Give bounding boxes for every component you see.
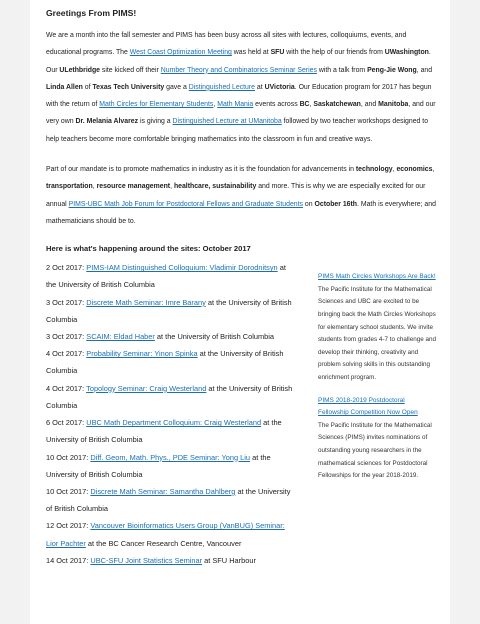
event-item xyxy=(46,483,298,517)
math-circles-workshops-link[interactable]: PIMS Math Circles Workshops Are Back! xyxy=(318,273,436,281)
event-link[interactable]: Discrete Math Seminar: Samantha Dahlberg xyxy=(90,486,236,496)
mandate-text: . Math is everywhere; and mathematicians should be to. xyxy=(46,200,436,225)
event-item xyxy=(46,345,298,379)
sidebar-news-item xyxy=(318,395,436,483)
event-link[interactable]: Topology Seminar: Craig Westerland xyxy=(86,383,207,393)
number-theory-seminar-link[interactable]: Number Theory and Combinatorics Seminar Series xyxy=(160,66,317,74)
event-link[interactable]: UBC Math Department Colloquium: Craig Westerland xyxy=(86,418,262,428)
intro-text: . Our xyxy=(46,49,431,74)
event-link[interactable]: PIMS-IAM Distinguished Colloquium: Vladimir Dorodnitsyn xyxy=(86,263,278,273)
distinguished-lecture-umanitoba-link[interactable]: Distinguished Lecture at UManitoba xyxy=(172,118,282,126)
sidebar-news-item xyxy=(318,271,436,384)
intro-text: of xyxy=(82,83,93,91)
intro-bold: Linda Allen xyxy=(46,83,83,91)
event-link[interactable]: Vancouver Bioinformatics Users Group (VanBUG) Seminar: Lior Pachter xyxy=(46,521,285,548)
event-item xyxy=(46,517,298,551)
intro-text: . Our Education program for 2017 has begun with the return of xyxy=(46,83,432,109)
event-location: at the University of British Columbia xyxy=(46,383,293,410)
mandate-text: Part of our mandate is to promote mathematics in industry as it is the foundation for advancements in xyxy=(46,166,356,174)
event-location: at SFU Harbour xyxy=(202,555,256,565)
events-heading: Here is what's happening around the sites: October 2017 xyxy=(46,244,251,254)
mandate-bold: resource management xyxy=(96,183,171,191)
mandate-text: and more. This is why we are especially excited for our annual xyxy=(46,183,426,208)
math-job-forum-link[interactable]: PIMS-UBC Math Job Forum for Postdoctoral Fellows and Graduate Students xyxy=(68,200,303,208)
mandate-paragraph xyxy=(46,161,436,230)
intro-bold: BC xyxy=(299,101,310,109)
event-location: at the University of British Columbia xyxy=(46,486,291,514)
mandate-text: , xyxy=(392,166,397,174)
event-date: 2 Oct 2017: xyxy=(46,263,87,273)
event-location: at the University of British Columbia xyxy=(46,263,286,290)
intro-text: , and xyxy=(416,66,433,74)
event-date: 10 Oct 2017: xyxy=(46,452,91,462)
sidebar-news xyxy=(318,271,436,569)
intro-bold: Texas Tech University xyxy=(92,83,165,91)
intro-text: , xyxy=(213,101,218,109)
event-location: at the University of British Columbia xyxy=(46,452,271,479)
mandate-bold: healthcare, sustainability xyxy=(173,183,257,191)
intro-text: gave a xyxy=(164,83,189,91)
event-location: at the University of British Columbia xyxy=(46,349,284,376)
event-date: 3 Oct 2017: xyxy=(46,297,87,307)
event-item xyxy=(46,414,298,448)
west-coast-optimization-link[interactable]: West Coast Optimization Meeting xyxy=(129,49,232,57)
event-item xyxy=(46,259,298,293)
event-link[interactable]: Probability Seminar: Yinon Spinka xyxy=(86,349,198,359)
intro-text: with the help of our friends from xyxy=(284,49,385,57)
event-link[interactable]: Diff. Geom, Math. Phys., PDE Seminar: Yong Liu xyxy=(90,452,251,462)
event-date: 4 Oct 2017: xyxy=(46,349,87,359)
event-item xyxy=(46,380,298,414)
intro-bold: SFU xyxy=(270,49,285,57)
intro-text: followed by two teacher workshops designed to help teachers become more comfortable bringing mathematics into the classroom in fun and creative ways. xyxy=(46,118,429,143)
mandate-bold: transportation xyxy=(46,183,93,191)
event-date: 14 Oct 2017: xyxy=(46,555,91,565)
event-date: 6 Oct 2017: xyxy=(46,418,87,428)
mandate-bold: October 16th xyxy=(314,200,358,208)
intro-bold: Saskatchewan xyxy=(313,101,361,109)
intro-bold: UWashington xyxy=(384,49,429,57)
newsletter-card xyxy=(30,0,450,624)
event-date: 12 Oct 2017: xyxy=(46,521,91,531)
event-location: at the University of British Columbia xyxy=(154,332,274,342)
intro-text: , and xyxy=(360,101,379,109)
mandate-text: on xyxy=(303,200,315,208)
sidebar-news-text: The Pacific Institute for the Mathematical Sciences and UBC are excited to be bringing back the Math Circles Workshops for elementary school students. We invite students from grades 4-7 to challenge and develop their thinking, creativity and problem solving skills in this outstanding enrichment program. xyxy=(318,285,436,382)
greeting-heading: Greetings From PIMS! xyxy=(46,8,137,18)
event-location: at the University of British Columbia xyxy=(46,297,292,324)
postdoctoral-fellowship-link[interactable]: PIMS 2018-2019 Postdoctoral Fellowship Competition Now Open xyxy=(318,396,418,417)
event-item xyxy=(46,552,298,569)
event-date: 3 Oct 2017: xyxy=(46,332,87,342)
mandate-text: , xyxy=(92,183,97,191)
intro-text: , xyxy=(309,101,314,109)
intro-bold: Peng-Jie Wong xyxy=(367,66,417,74)
newsletter-body xyxy=(30,0,450,569)
intro-bold: UVictoria xyxy=(264,83,295,91)
event-link[interactable]: Discrete Math Seminar: Imre Barany xyxy=(86,297,206,307)
content-columns xyxy=(46,259,436,569)
mandate-text: , xyxy=(432,166,435,174)
mandate-bold: economics xyxy=(396,166,433,174)
event-item xyxy=(46,449,298,483)
intro-text: was held at xyxy=(231,49,271,57)
intro-bold: ULethbridge xyxy=(59,66,100,74)
intro-text: at xyxy=(255,83,265,91)
event-item xyxy=(46,294,298,328)
intro-bold: Manitoba xyxy=(378,101,409,109)
mandate-text: , xyxy=(170,183,174,191)
intro-text: , and our very own xyxy=(46,101,436,126)
intro-text: site kicked off their xyxy=(99,66,161,74)
intro-text: We are a month into the fall semester and PIMS has been busy across all sites with lectures, colloquiums, events, and educational programs. The xyxy=(46,32,407,57)
intro-paragraph xyxy=(46,27,436,148)
sidebar-news-text: The Pacific Institute for the Mathematical Sciences (PIMS) invites nominations of outstanding young researchers in the mathematical sciences for Postdoctoral Fellowships for the year 2018-2019. xyxy=(318,421,432,480)
intro-bold: Dr. Melania Alvarez xyxy=(75,118,139,126)
distinguished-lecture-link[interactable]: Distinguished Lecture xyxy=(188,83,256,91)
event-date: 4 Oct 2017: xyxy=(46,383,87,393)
mandate-bold: technology xyxy=(355,166,393,174)
math-circles-link[interactable]: Math Circles for Elementary Students xyxy=(99,101,214,109)
event-date: 10 Oct 2017: xyxy=(46,486,91,496)
intro-text: events across xyxy=(253,101,300,109)
event-item xyxy=(46,328,298,345)
intro-text: is giving a xyxy=(138,118,173,126)
event-location: at the University of British Columbia xyxy=(46,418,282,445)
event-link[interactable]: SCAIM: Eldad Haber xyxy=(86,332,155,342)
events-list xyxy=(46,259,298,569)
event-location: at the BC Cancer Research Centre, Vancouver xyxy=(85,538,242,548)
event-link[interactable]: UBC-SFU Joint Statistics Seminar xyxy=(90,555,203,565)
intro-text: with a talk from xyxy=(316,66,368,74)
math-mania-link[interactable]: Math Mania xyxy=(217,101,254,109)
